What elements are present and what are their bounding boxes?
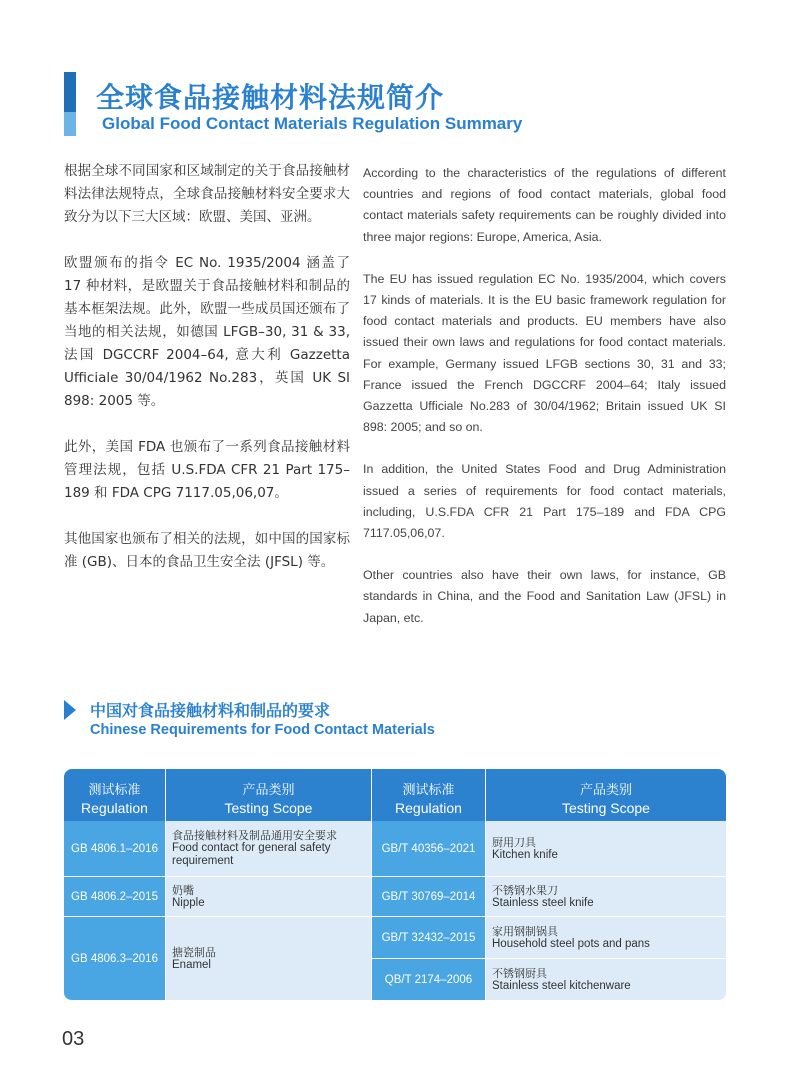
table-cell-scope: 食品接触材料及制品通用安全要求 Food contact for general safety requirement	[166, 821, 372, 877]
table-cell-code: GB/T 32432–2015	[372, 917, 486, 959]
intro-en-paragraph: Other countries also have their own laws, for instance, GB standards in China, and the Food and Sanitation Law (JFSL) in Japan, etc.	[363, 568, 726, 625]
section-title-cn: 中国对食品接触材料和制品的要求	[90, 701, 331, 720]
intro-cn-paragraph: 其他国家也颁布了相关的法规，如中国的国家标准 (GB)、日本的食品卫生安全法 (JFSL) 等。	[64, 531, 350, 570]
table-cell-scope: 不锈钢厨具 Stainless steel kitchenware	[486, 959, 726, 1001]
intro-column-cn	[64, 160, 350, 597]
intro-cn-paragraph: 根据全球不同国家和区域制定的关于食品接触材料法律法规特点，全球食品接触材料安全要求大致分为以下三大区域：欧盟、美国、亚洲。	[64, 163, 350, 225]
table-cell-code: GB 4806.2–2015	[64, 877, 166, 917]
table-right-half	[372, 769, 726, 1001]
section-title-en: Chinese Requirements for Food Contact Materials	[90, 722, 435, 738]
table-cell-code: QB/T 2174–2006	[372, 959, 486, 1001]
header-regulation: 测试标准 Regulation	[372, 769, 486, 821]
table-cell-scope: 厨用刀具 Kitchen knife	[486, 821, 726, 877]
requirements-table	[64, 769, 726, 1001]
intro-en-paragraph: The EU has issued regulation EC No. 1935/2004, which covers 17 kinds of materials. It is the EU basic framework regulation for food contact materials and products. EU members have also issued their own laws and regulations for food contact materials. For example, Germany issued LFGB sections 30, 31 and 33; France issued the French DGCCRF 2004–64; Italy issued Gazzetta Ufficiale No.283 of 30/04/1962; Britain issued UK SI 898: 2005; and so on.	[363, 271, 726, 435]
intro-cn-paragraph: 欧盟颁布的指令 EC No. 1935/2004 涵盖了 17 种材料，是欧盟关于食品接触材料和制品的基本框架法规。此外，欧盟一些成员国还颁布了当地的相关法规，如德国 LFGB–30, 31 & 33, 法国 DGCCRF 2004–64, 意大利 Gazzetta Ufficiale 30/04/1962 No.283，英国 UK SI 898: 2005 等。	[64, 255, 350, 409]
intro-cn-paragraph: 此外，美国 FDA 也颁布了一系列食品接触材料管理法规，包括 U.S.FDA CFR 21 Part 175–189 和 FDA CPG 7117.05,06,07。	[64, 439, 350, 501]
triangle-arrow-icon	[64, 700, 76, 720]
table-cell-scope: 奶嘴 Nipple	[166, 877, 372, 917]
table-left-half	[64, 769, 372, 1001]
header-scope: 产品类别 Testing Scope	[486, 769, 726, 821]
table-cell-code: GB 4806.3–2016	[64, 917, 166, 1001]
table-cell-code: GB 4806.1–2016	[64, 821, 166, 877]
table-cell-code: GB/T 40356–2021	[372, 821, 486, 877]
table-cell-scope: 搪瓷制品 Enamel	[166, 917, 372, 1001]
intro-en-paragraph: In addition, the United States Food and Drug Administration issued a series of requirements for food contact materials, including, U.S.FDA CFR 21 Part 175–189 and FDA CPG 7117.05,06,07.	[363, 462, 726, 541]
title-accent-bar	[64, 72, 76, 136]
header-scope: 产品类别 Testing Scope	[166, 769, 372, 821]
header-regulation: 测试标准 Regulation	[64, 769, 166, 821]
table-cell-scope: 不锈钢水果刀 Stainless steel knife	[486, 877, 726, 917]
page-title-en: Global Food Contact Materials Regulation Summary	[102, 114, 523, 133]
intro-column-en	[363, 163, 726, 650]
table-cell-code: GB/T 30769–2014	[372, 877, 486, 917]
page-title-cn: 全球食品接触材料法规简介	[96, 81, 445, 114]
page-number: 03	[62, 1028, 85, 1050]
table-cell-scope: 家用钢制锅具 Household steel pots and pans	[486, 917, 726, 959]
intro-en-paragraph: According to the characteristics of the regulations of different countries and regions of food contact materials, global food contact materials safety requirements can be roughly divided into three major regions: Europe, America, Asia.	[363, 166, 726, 244]
